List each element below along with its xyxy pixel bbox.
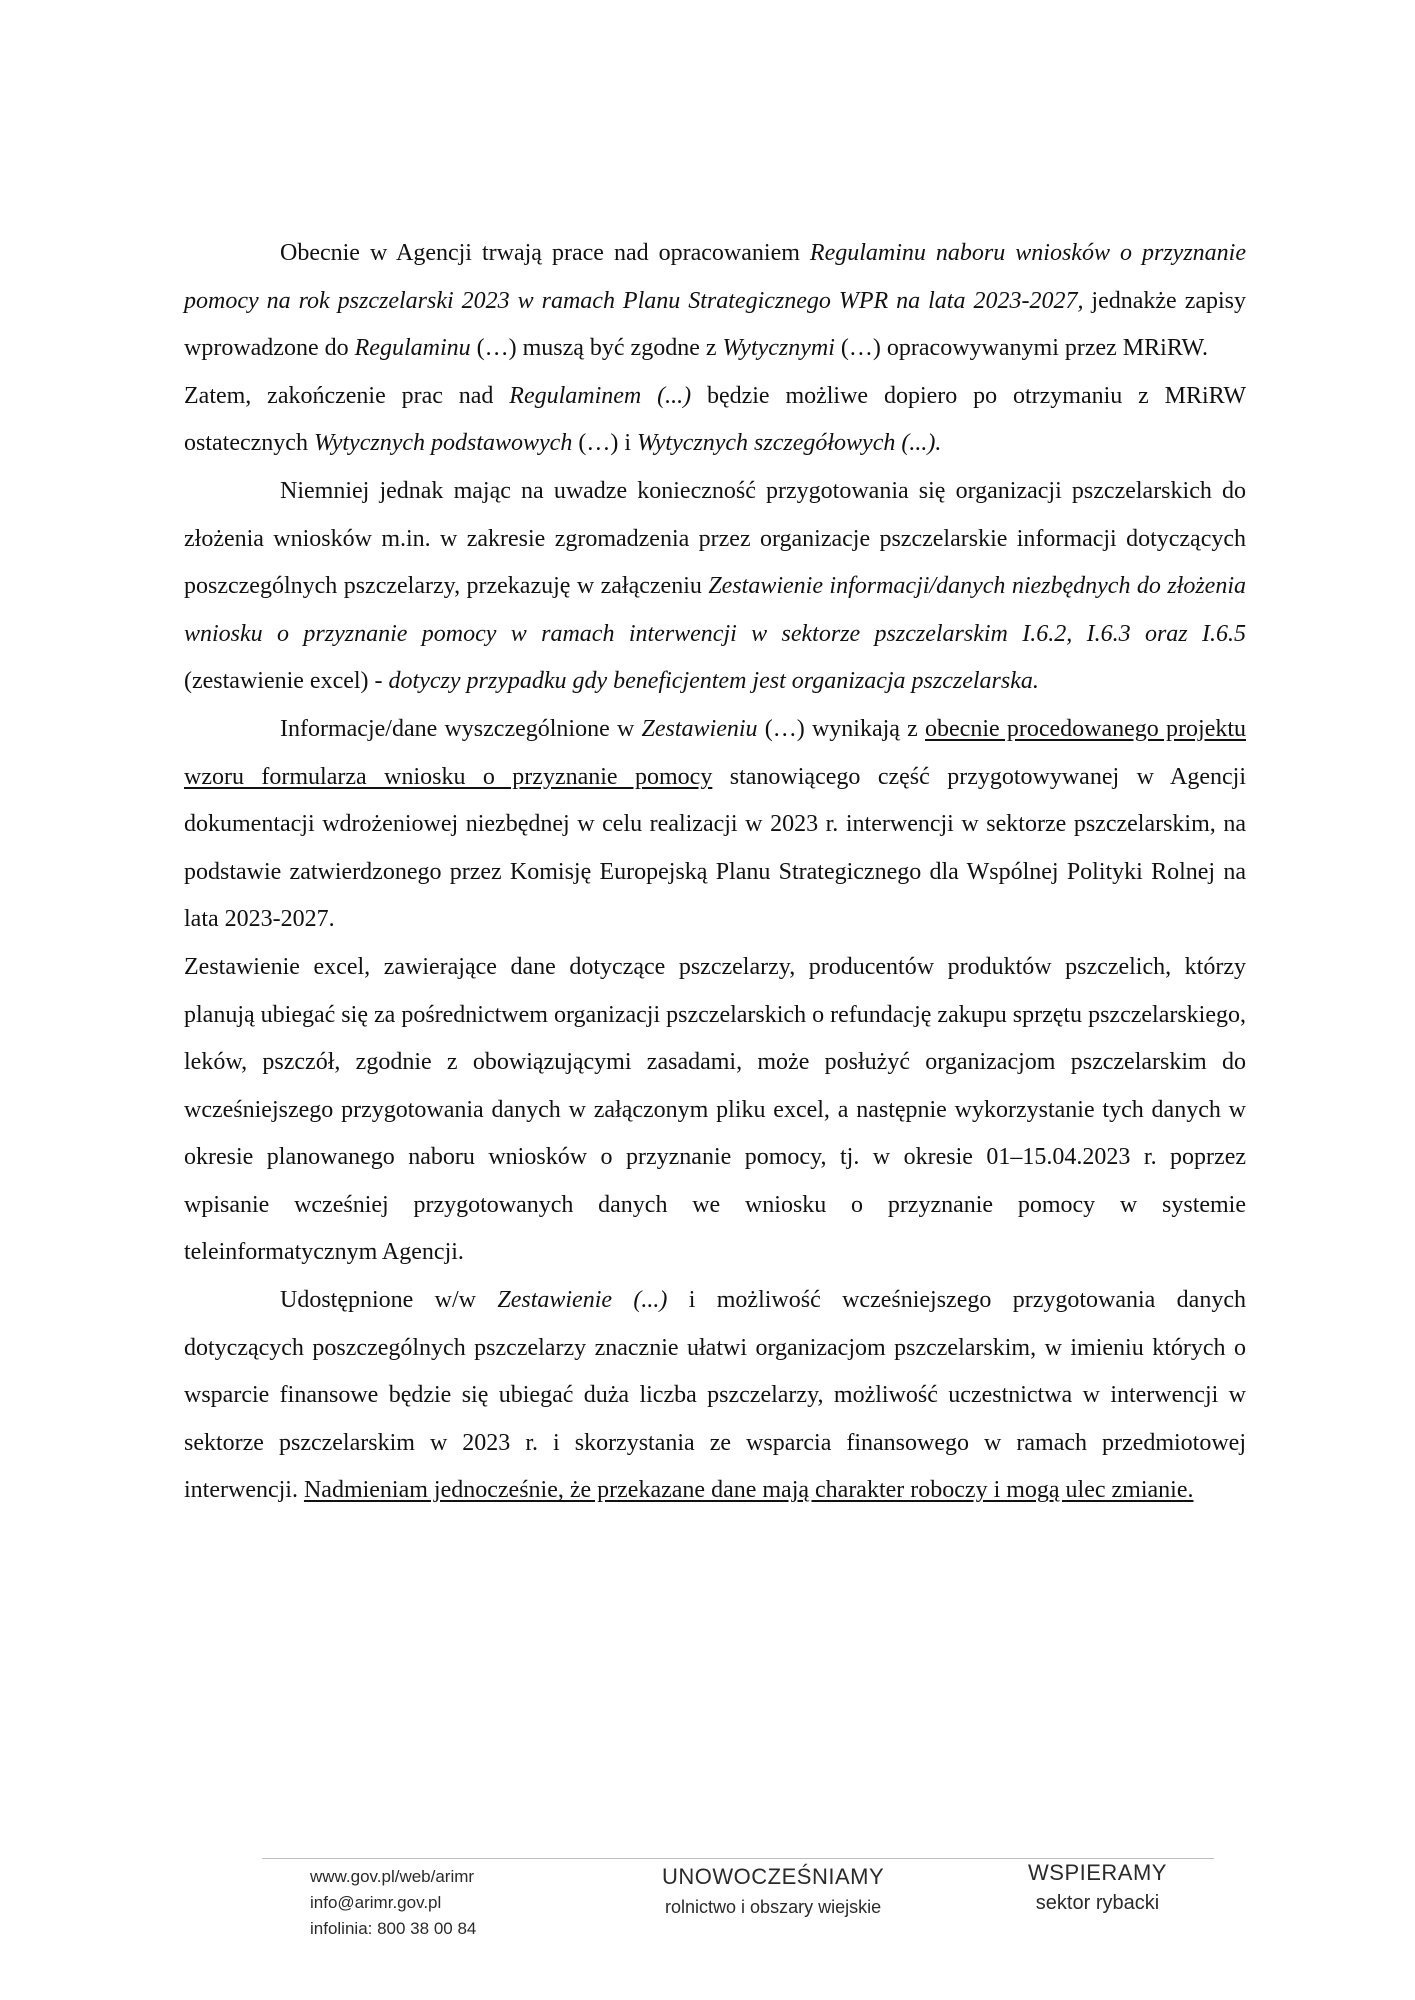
p2-regulaminem: Regulaminem (...) <box>509 382 692 409</box>
p2-wytyczne-podstawowe: Wytycznych podstawowych <box>313 430 573 457</box>
paragraph-3 <box>184 468 1246 706</box>
p3-zestawienie-title: Zestawienie informacji/danych niezbędnych do złożenia wniosku o przyznanie pomocy w ramach interwencji w sektorze pszczelarskim I.6.2, I.6.3 oraz I.6.5 <box>184 573 1246 647</box>
p1-text-3: (…) muszą być zgodne z <box>470 335 723 362</box>
p6-text-2: i możliwość wcześniejszego przygotowania danych dotyczących poszczególnych pszczelarzy znacznie ułatwi organizacjom pszczelarskim, w imieniu których o wsparcie finansowe będzie się ubiegać duża liczba pszczelarzy, możliwość uczestnictwa w interwencji w sektorze pszczelarskim w 2023 r. i skorzystania ze wsparcia finansowego w ramach przedmiotowej interwencji. <box>184 1287 1246 1504</box>
footer-contact <box>310 1864 476 1942</box>
paragraph-6 <box>184 1277 1246 1515</box>
footer-website: www.gov.pl/web/arimr <box>310 1867 475 1886</box>
footer-email: info@arimr.gov.pl <box>310 1893 442 1912</box>
p1-regulaminu: Regulaminu <box>354 335 471 362</box>
paragraph-1 <box>184 230 1246 373</box>
p4-text-1: Informacje/dane wyszczególnione w <box>280 715 642 742</box>
slogan-title-unowoczesniamy: UNOWOCZEŚNIAMY <box>662 1864 885 1889</box>
p4-zestawieniu: Zestawieniu <box>641 715 758 742</box>
letter-body <box>184 230 1246 1515</box>
p4-text-2: (…) wynikają z <box>757 715 926 742</box>
p1-text-1: Obecnie w Agencji trwają prace nad opracowaniem <box>280 240 810 266</box>
footer-slogan-rybacki <box>1028 1858 1167 1918</box>
slogan-sub-rolnictwo: rolnictwo i obszary wiejskie <box>665 1897 882 1917</box>
p3-text-1: Niemniej jednak mając na uwadze konieczność przygotowania się organizacji pszczelarskich do złożenia wniosków m.in. w zakresie zgromadzenia przez organizacje pszczelarskie informacji dotyczących poszczególnych pszczelarzy, przekazuję w załączeniu <box>184 477 1246 600</box>
p4-text-3: stanowiącego część przygotowywanej w Agencji dokumentacji wdrożeniowej niezbędnej w celu realizacji w 2023 r. interwencji w sektorze pszczelarskim, na podstawie zatwierdzonego przez Komisję Europejską Planu Strategicznego dla Wspólnej Polityki Rolnej na lata 2023-2027. <box>184 763 1246 933</box>
p2-text-3: (…) i <box>572 430 637 457</box>
p3-text-2: (zestawienie excel) - <box>184 668 389 695</box>
p2-wytyczne-szczegolowe: Wytycznych szczegółowych (...). <box>636 430 942 457</box>
p1-text-4: (…) opracowywanymi przez MRiRW. <box>834 335 1208 362</box>
p4-underlined-projekt: obecnie procedowanego projektu wzoru formularza wniosku o przyznanie pomocy <box>184 715 1247 790</box>
p2-text-1: Zatem, zakończenie prac nad <box>184 382 510 409</box>
slogan-title-wspieramy: WSPIERAMY <box>1028 1860 1167 1885</box>
p6-zestawienie: Zestawienie (...) <box>497 1287 668 1314</box>
p1-wytycznymi: Wytycznymi <box>722 335 835 362</box>
paragraph-4 <box>184 706 1246 944</box>
p6-text-1: Udostępnione w/w <box>280 1287 498 1314</box>
footer-slogan-rolnictwo <box>662 1862 884 1922</box>
p6-underlined-nadmieniam: Nadmieniam jednocześnie, że przekazane dane mają charakter roboczy i mogą ulec zmianie. <box>303 1477 1194 1504</box>
paragraph-2 <box>184 373 1246 468</box>
slogan-sub-rybacki: sektor rybacki <box>1035 1892 1160 1914</box>
footer-infolinia: infolinia: 800 38 00 84 <box>310 1919 477 1938</box>
p1-regulamin-title: Regulaminu naboru wniosków o przyznanie pomocy na rok pszczelarski 2023 w ramach Planu Strategicznego WPR na lata 2023-2027, <box>184 240 1246 314</box>
p3-dotyczy: dotyczy przypadku gdy beneficjentem jest organizacja pszczelarska. <box>388 668 1039 695</box>
p2-text-2: będzie możliwe dopiero po otrzymaniu z MRiRW ostatecznych <box>184 382 1246 457</box>
paragraph-5: Zestawienie excel, zawierające dane dotyczące pszczelarzy, producentów produktów pszczelich, którzy planują ubiegać się za pośrednictwem organizacji pszczelarskich o refundację zakupu sprzętu pszczelarskiego, leków, pszczół, zgodnie z obowiązującymi zasadami, może posłużyć organizacjom pszczelarskim do wcześniejszego przygotowania danych w załączonym pliku excel, a następnie wykorzystanie tych danych w okresie planowanego naboru wniosków o przyznanie pomocy, tj. w okresie 01–15.04.2023 r. poprzez wpisanie wcześniej przygotowanych danych we wniosku o przyznanie pomocy w systemie teleinformatycznym Agencji. <box>184 953 1246 1266</box>
p1-text-2: jednakże zapisy wprowadzone do <box>184 287 1247 362</box>
